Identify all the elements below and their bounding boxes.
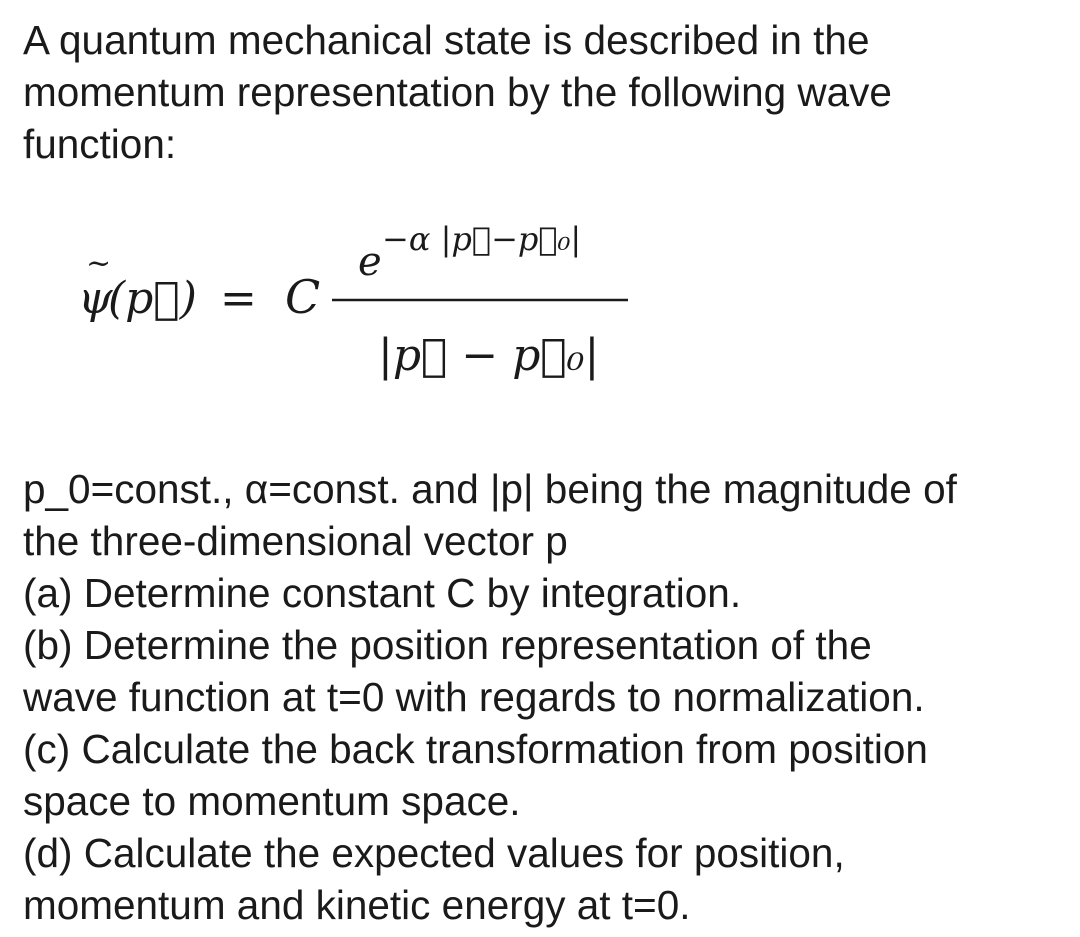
task-a: (a) Determine constant C by integration. [23, 570, 742, 616]
equation-lhs-tilde: ~ [86, 246, 112, 281]
problem-intro [23, 14, 1063, 170]
wave-function-equation [60, 205, 660, 420]
intro-line-2: momentum representation by the following wave [23, 69, 892, 115]
task-c-line-2: space to momentum space. [23, 778, 521, 824]
task-b-line-1: (b) Determine the position representation of the [23, 622, 872, 668]
equation-constant-c: C [285, 270, 321, 324]
equation-denominator: |p⃗ − p⃗₀| [378, 330, 600, 381]
intro-line-1: A quantum mechanical state is described in the [23, 17, 870, 63]
equation-lhs-argument: (p⃗) [108, 273, 197, 324]
equation-numerator-exponent: −α |p⃗−p⃗₀| [382, 220, 582, 258]
conditions-line-1: p_0=const., α=const. and |p| being the magnitude of [23, 466, 957, 512]
equation-svg [60, 205, 660, 420]
equation-lhs-symbol: ψ [78, 273, 113, 324]
equation-equals-sign: = [220, 273, 257, 324]
problem-conditions-and-tasks [23, 463, 1063, 931]
equation-numerator-base: e [358, 239, 382, 285]
intro-line-3: function: [23, 121, 177, 167]
task-c-line-1: (c) Calculate the back transformation from position [23, 726, 928, 772]
task-d-line-2: momentum and kinetic energy at t=0. [23, 882, 691, 928]
task-b-line-2: wave function at t=0 with regards to normalization. [23, 674, 925, 720]
task-d-line-1: (d) Calculate the expected values for position, [23, 830, 845, 876]
conditions-line-2: the three-dimensional vector p [23, 518, 568, 564]
